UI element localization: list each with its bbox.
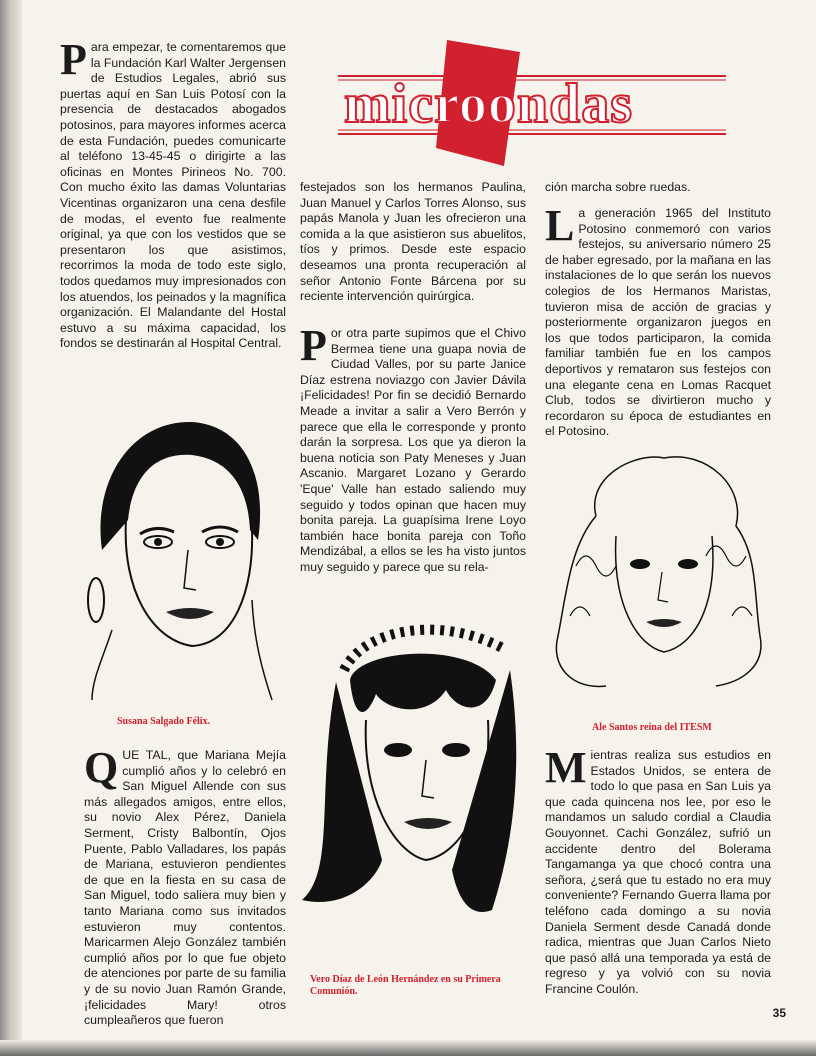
article-col1-top: [60, 35, 286, 352]
paragraph-text: UE TAL, que Mariana Mejía cumplió años y lo celebró en San Miguel Allende con sus más allegados amigos, entre ellos, su novio Alex Pérez, Daniela Serment, Cristy Balbontín, Ojos Puente, Pablo Valladares, los papás de Mariana, estuvieron pendientes de que en la fiesta en su casa de San Miguel, todo saliera muy bien y tanto Mariana como sus invitados estuvieron muy contentos. Maricarmen Alejo González también cumplió años por lo que fue objeto de atenciones por parte de su familia y de su novio Juan Ramón Grande, ¡felicidades Mary! otros cumpleañeros que fueron: [84, 748, 286, 1028]
page-number: 35: [772, 1006, 786, 1020]
article-col3-bottom: [545, 743, 771, 998]
section-title: microondas: [344, 73, 633, 135]
article-col3-top: [545, 180, 771, 196]
portrait-ale: [546, 446, 776, 716]
article-col1-bottom: [84, 743, 286, 1029]
paragraph-text: ción marcha sobre ruedas.: [545, 180, 691, 194]
section-title-banner: [332, 40, 728, 170]
drop-cap: Q: [84, 743, 119, 792]
paragraph-text: ara empezar, te comentaremos que la Fundación Karl Walter Jergensen de Estudios Legales, abrió sus puertas aquí en San Luis Potosí con la presencia de destacados abogados potosinos, para mayores informes acerca de esta Fundación, puedes comunicarte al teléfono 13-45-45 o dirigirte a las oficinas en Montes Pirineos No. 700. Con mucho éxito las damas Voluntarias Vicentinas organizaron una cena desfile de modas, el evento fue realmente original, ya que con los vestidos que se presentaron los que asistimos, recorrimos la moda de todo este siglo, todos quedamos muy impresionados con los atuendos, los peinados y la magnífica organización. El Malandante del Hostal estuvo a su máxima capacidad, los fondos se destinarán al Hospital Central.: [60, 40, 286, 351]
article-col2-top: [300, 180, 526, 305]
drop-cap: L: [545, 201, 575, 250]
caption-susana: Susana Salgado Félix.: [117, 716, 211, 727]
page-bottom-edge: [0, 1040, 816, 1056]
paragraph-text: a generación 1965 del Instituto Potosino conmemoró con varios festejos, su aniversario número 25 de haber egresado, por la mañana en las instalaciones de lo que serán los nuevos colegios de los Hermanos Maristas, tuvieron misa de acción de gracias y posteriormente organizaron juegos en los que todos participaron, la comida familiar también fue en los campos deportivos y remataron sus festejos con una elegante cena en Lomas Racquet Club, todos se divirtieron mucho y recordaron su época de estudiantes en el Potosino.: [545, 206, 771, 439]
portrait-vero: [296, 610, 536, 968]
drop-cap: M: [545, 743, 587, 792]
portrait-susana: [62, 400, 282, 706]
article-col3-mid: [545, 201, 771, 440]
page-binding-edge: [0, 0, 22, 1056]
caption-vero: Vero Díaz de León Hernández en su Primera Comunión.: [310, 974, 501, 997]
article-col2-mid: [300, 321, 526, 576]
drop-cap: P: [60, 35, 87, 84]
paragraph-text: or otra parte supimos que el Chivo Bermea tiene una guapa novia de Ciudad Valles, por su parte Janice Díaz estrena noviazgo con Javier Dávila ¡Felicidades! Por fin se decidió Bernardo Meade a invitar a salir a Vero Berrón y parece que ella le corresponde y pronto darán la sorpresa. Los que ya dieron la buena noticia son Paty Meneses y Juan Ascanio. Margaret Lozano y Gerardo 'Eque' Valle han estado saliendo muy seguido y todos opinan que hacen muy bonita pareja. La guapísima Irene Loyo también hace bonita pareja con Toño Mendizábal, a ellos se les ha visto juntos muy seguido y parece que su rela-: [300, 326, 526, 574]
drop-cap: P: [300, 321, 327, 370]
caption-ale: Ale Santos reina del ITESM: [592, 722, 712, 733]
paragraph-text: ientras realiza sus estudios en Estados Unidos, se entera de todo lo que pasa en San Luis ya que cada quincena nos lee, por eso le mandamos un saludo cordial a Claudia Gouyonnet. Cachi González, sufrió un accidente dentro del Bolerama Tangamanga ya que chocó contra una señora, ¿será que tu estado no era muy conveniente? Fernando Guerra llama por teléfono cada domingo a su novia Daniela Serment desde Canadá donde radica, mientras que Juan Carlos Nieto que pasó allá una temporada ya está de regreso y ya volvió con su novia Francine Coulón.: [545, 748, 771, 996]
paragraph-text: festejados son los hermanos Paulina, Juan Manuel y Carlos Torres Alonso, sus papás Manola y Juan les ofrecieron una comida a la que asistieron sus abuelitos, tíos y primos. Desde este espacio deseamos una pronta recuperación al señor Antonio Fonte Bárcena por su reciente intervención quirúrgica.: [300, 180, 526, 304]
